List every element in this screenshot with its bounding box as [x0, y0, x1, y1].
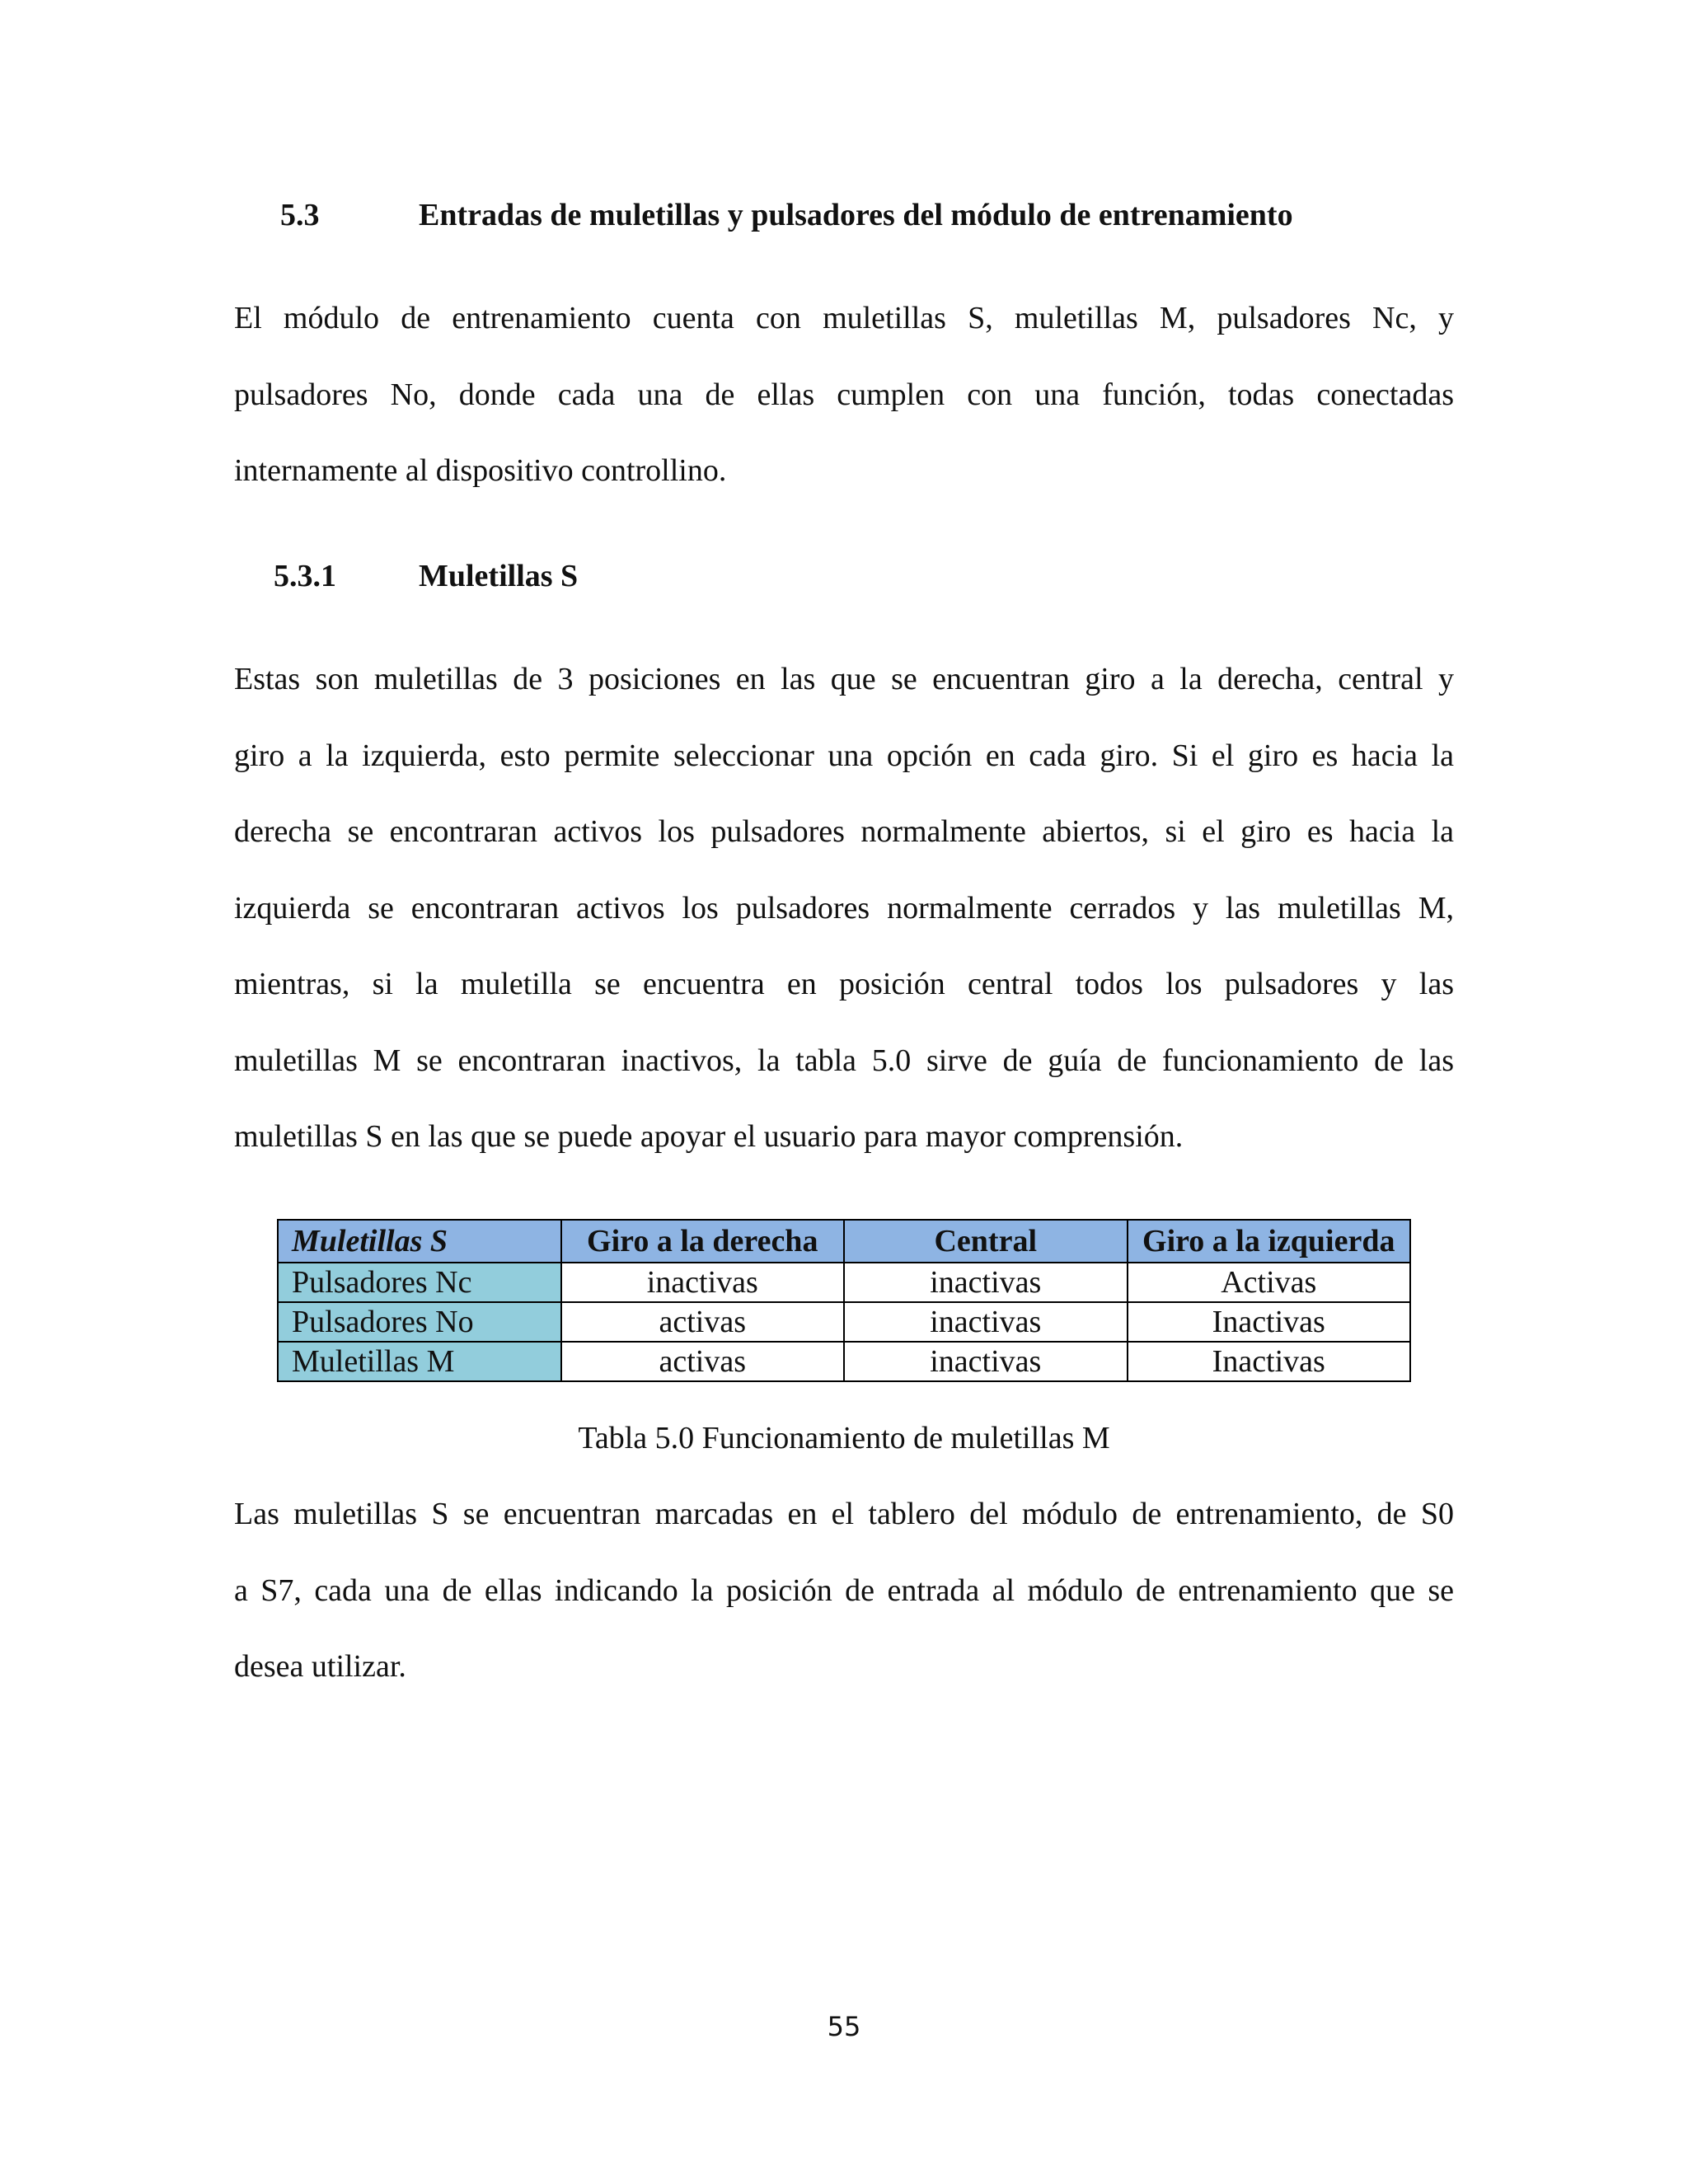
table-row-header: Muletillas M	[278, 1342, 561, 1381]
table-cell: Inactivas	[1128, 1342, 1411, 1381]
paragraph-line: El módulo de entrenamiento cuenta con muletillas S, muletillas M, pulsadores Nc, y	[234, 301, 1454, 335]
body-paragraph	[234, 641, 1454, 1175]
table-header-row	[278, 1220, 1410, 1263]
table-caption: Tabla 5.0 Funcionamiento de muletillas M	[578, 1421, 1110, 1455]
page-number: 55	[827, 2011, 861, 2042]
paragraph-line: muletillas S en las que se puede apoyar el usuario para mayor comprensión.	[234, 1119, 1184, 1154]
closing-paragraph	[234, 1476, 1454, 1705]
section-number: 5.3	[280, 198, 320, 232]
paragraph-line: desea utilizar.	[234, 1649, 406, 1684]
table-cell: inactivas	[844, 1302, 1128, 1342]
paragraph-line: muletillas M se encontraran inactivos, la tabla 5.0 sirve de guía de funcionamiento de las	[234, 1043, 1454, 1078]
paragraph-line: giro a la izquierda, esto permite seleccionar una opción en cada giro. Si el giro es hacia la	[234, 738, 1454, 773]
table-header-cell: Giro a la izquierda	[1128, 1220, 1411, 1263]
table-row	[278, 1263, 1410, 1302]
table-row	[278, 1302, 1410, 1342]
table-cell: Activas	[1128, 1263, 1411, 1302]
table-cell: activas	[561, 1302, 845, 1342]
paragraph-line: pulsadores No, donde cada una de ellas cumplen con una función, todas conectadas	[234, 377, 1454, 412]
table-cell: inactivas	[561, 1263, 845, 1302]
paragraph-line: izquierda se encontraran activos los pulsadores normalmente cerrados y las muletillas M,	[234, 890, 1454, 926]
table-cell: activas	[561, 1342, 845, 1381]
table-header-cell: Giro a la derecha	[561, 1220, 845, 1263]
paragraph-line: Estas son muletillas de 3 posiciones en las que se encuentran giro a la derecha, central y	[234, 662, 1454, 696]
paragraph-line: Las muletillas S se encuentran marcadas en el tablero del módulo de entrenamiento, de S0	[234, 1497, 1454, 1531]
table-row-header: Pulsadores Nc	[278, 1263, 561, 1302]
muletillas-table	[277, 1219, 1411, 1382]
intro-paragraph	[234, 280, 1454, 509]
subsection-title: Muletillas S	[419, 559, 579, 593]
section-heading	[280, 195, 1434, 235]
table-header-cell: Muletillas S	[278, 1220, 561, 1263]
table-cell: inactivas	[844, 1342, 1128, 1381]
table-cell: inactivas	[844, 1263, 1128, 1302]
paragraph-line: mientras, si la muletilla se encuentra en posición central todos los pulsadores y las	[234, 967, 1454, 1001]
section-title: Entradas de muletillas y pulsadores del módulo de entrenamiento	[419, 198, 1293, 232]
subsection-number: 5.3.1	[274, 559, 336, 593]
table-header-cell: Central	[844, 1220, 1128, 1263]
paragraph-line: a S7, cada una de ellas indicando la posición de entrada al módulo de entrenamiento que se	[234, 1572, 1454, 1608]
paragraph-line: internamente al dispositivo controllino.	[234, 453, 727, 488]
table-row-header: Pulsadores No	[278, 1302, 561, 1342]
subsection-heading	[274, 556, 933, 596]
table-row	[278, 1342, 1410, 1381]
table-cell: Inactivas	[1128, 1302, 1411, 1342]
paragraph-line: derecha se encontraran activos los pulsadores normalmente abiertos, si el giro es hacia la	[234, 814, 1454, 849]
